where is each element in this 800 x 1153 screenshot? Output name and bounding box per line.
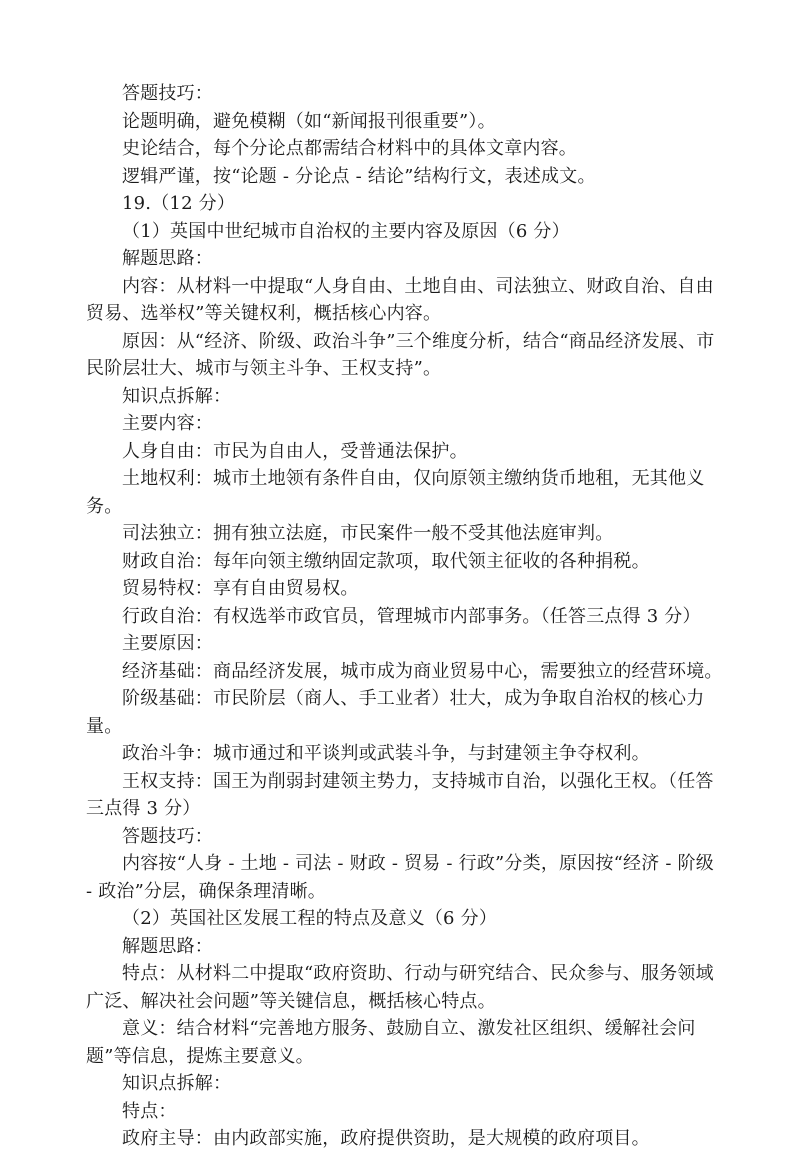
tip-classification: 内容按“人身 - 土地 - 司法 - 财政 - 贸易 - 行政”分类，原因按“经济 - 阶级 - 政治”分层，确保条理清晰。 xyxy=(86,853,714,902)
point-judicial-independence: 司法独立：拥有独立法庭，市民案件一般不受其他法庭审判。 xyxy=(122,523,614,544)
approach-significance: 意义：结合材料“完善地方服务、鼓励自立、激发社区组织、缓解社会问题”等信息，提炼主要意义。 xyxy=(86,1018,696,1067)
heading-main-content: 主要内容： xyxy=(122,413,213,434)
subquestion-1-heading: （1）英国中世纪城市自治权的主要内容及原因（6 分） xyxy=(122,220,570,242)
reason-class-basis: 阶级基础：市民阶层（商人、手工业者）壮大，成为争取自治权的核心力量。 xyxy=(86,688,705,737)
approach-content: 内容：从材料一中提取“人身自由、土地自由、司法独立、财政自治、自由贸易、选举权”等关键权利，概括核心内容。 xyxy=(86,275,714,324)
heading-knowledge-breakdown: 知识点拆解： xyxy=(122,385,232,407)
heading-knowledge-breakdown-2: 知识点拆解： xyxy=(122,1073,232,1094)
heading-solution-approach-2: 解题思路： xyxy=(122,935,213,957)
approach-reasons: 原因：从“经济、阶级、政治斗争”三个维度分析，结合“商品经济发展、市民阶层壮大、城市与领主斗争、王权支持”。 xyxy=(86,330,715,379)
point-administrative-autonomy: 行政自治：有权选举市政官员，管理城市内部事务。（任答三点得 3 分） xyxy=(122,605,701,627)
point-trade-privilege: 贸易特权：享有自由贸易权。 xyxy=(122,578,359,599)
reason-political-struggle: 政治斗争：城市通过和平谈判或武装斗争，与封建领主争夺权利。 xyxy=(122,743,650,764)
approach-features: 特点：从材料二中提取“政府资助、行动与研究结合、民众参与、服务领域广泛、解决社会问题”等关键信息，概括核心特点。 xyxy=(86,963,714,1012)
question-19-heading: 19.（12 分） xyxy=(122,193,236,214)
reason-royal-support: 王权支持：国王为削弱封建领主势力，支持城市自治，以强化王权。（任答三点得 3 分） xyxy=(86,770,714,819)
feature-government-led: 政府主导：由内政部实施，政府提供资助，是大规模的政府项目。 xyxy=(122,1128,650,1149)
heading-main-reasons: 主要原因： xyxy=(122,633,213,654)
reason-economic-basis: 经济基础：商品经济发展，城市成为商业贸易中心，需要独立的经营环境。 xyxy=(122,660,723,682)
heading-solution-approach: 解题思路： xyxy=(122,248,213,269)
heading-features: 特点： xyxy=(122,1100,177,1122)
tip-logical-structure: 逻辑严谨，按“论题 - 分论点 - 结论”结构行文，表述成文。 xyxy=(122,165,596,187)
heading-answer-tips: 答题技巧： xyxy=(122,83,213,104)
tip-clear-thesis: 论题明确，避免模糊（如“新闻报刊很重要”）。 xyxy=(122,110,496,132)
point-fiscal-autonomy: 财政自治：每年向领主缴纳固定款项，取代领主征收的各种捐税。 xyxy=(122,550,650,572)
point-personal-freedom: 人身自由：市民为自由人，受普通法保护。 xyxy=(122,440,468,462)
document-page xyxy=(86,80,726,1153)
heading-answer-tips-2: 答题技巧： xyxy=(122,825,213,847)
subquestion-2-heading: （2）英国社区发展工程的特点及意义（6 分） xyxy=(122,908,498,929)
tip-combine-history: 史论结合，每个分论点都需结合材料中的具体文章内容。 xyxy=(122,138,577,159)
point-land-rights: 土地权利：城市土地领有条件自由，仅向原领主缴纳货币地租，无其他义务。 xyxy=(86,468,705,517)
